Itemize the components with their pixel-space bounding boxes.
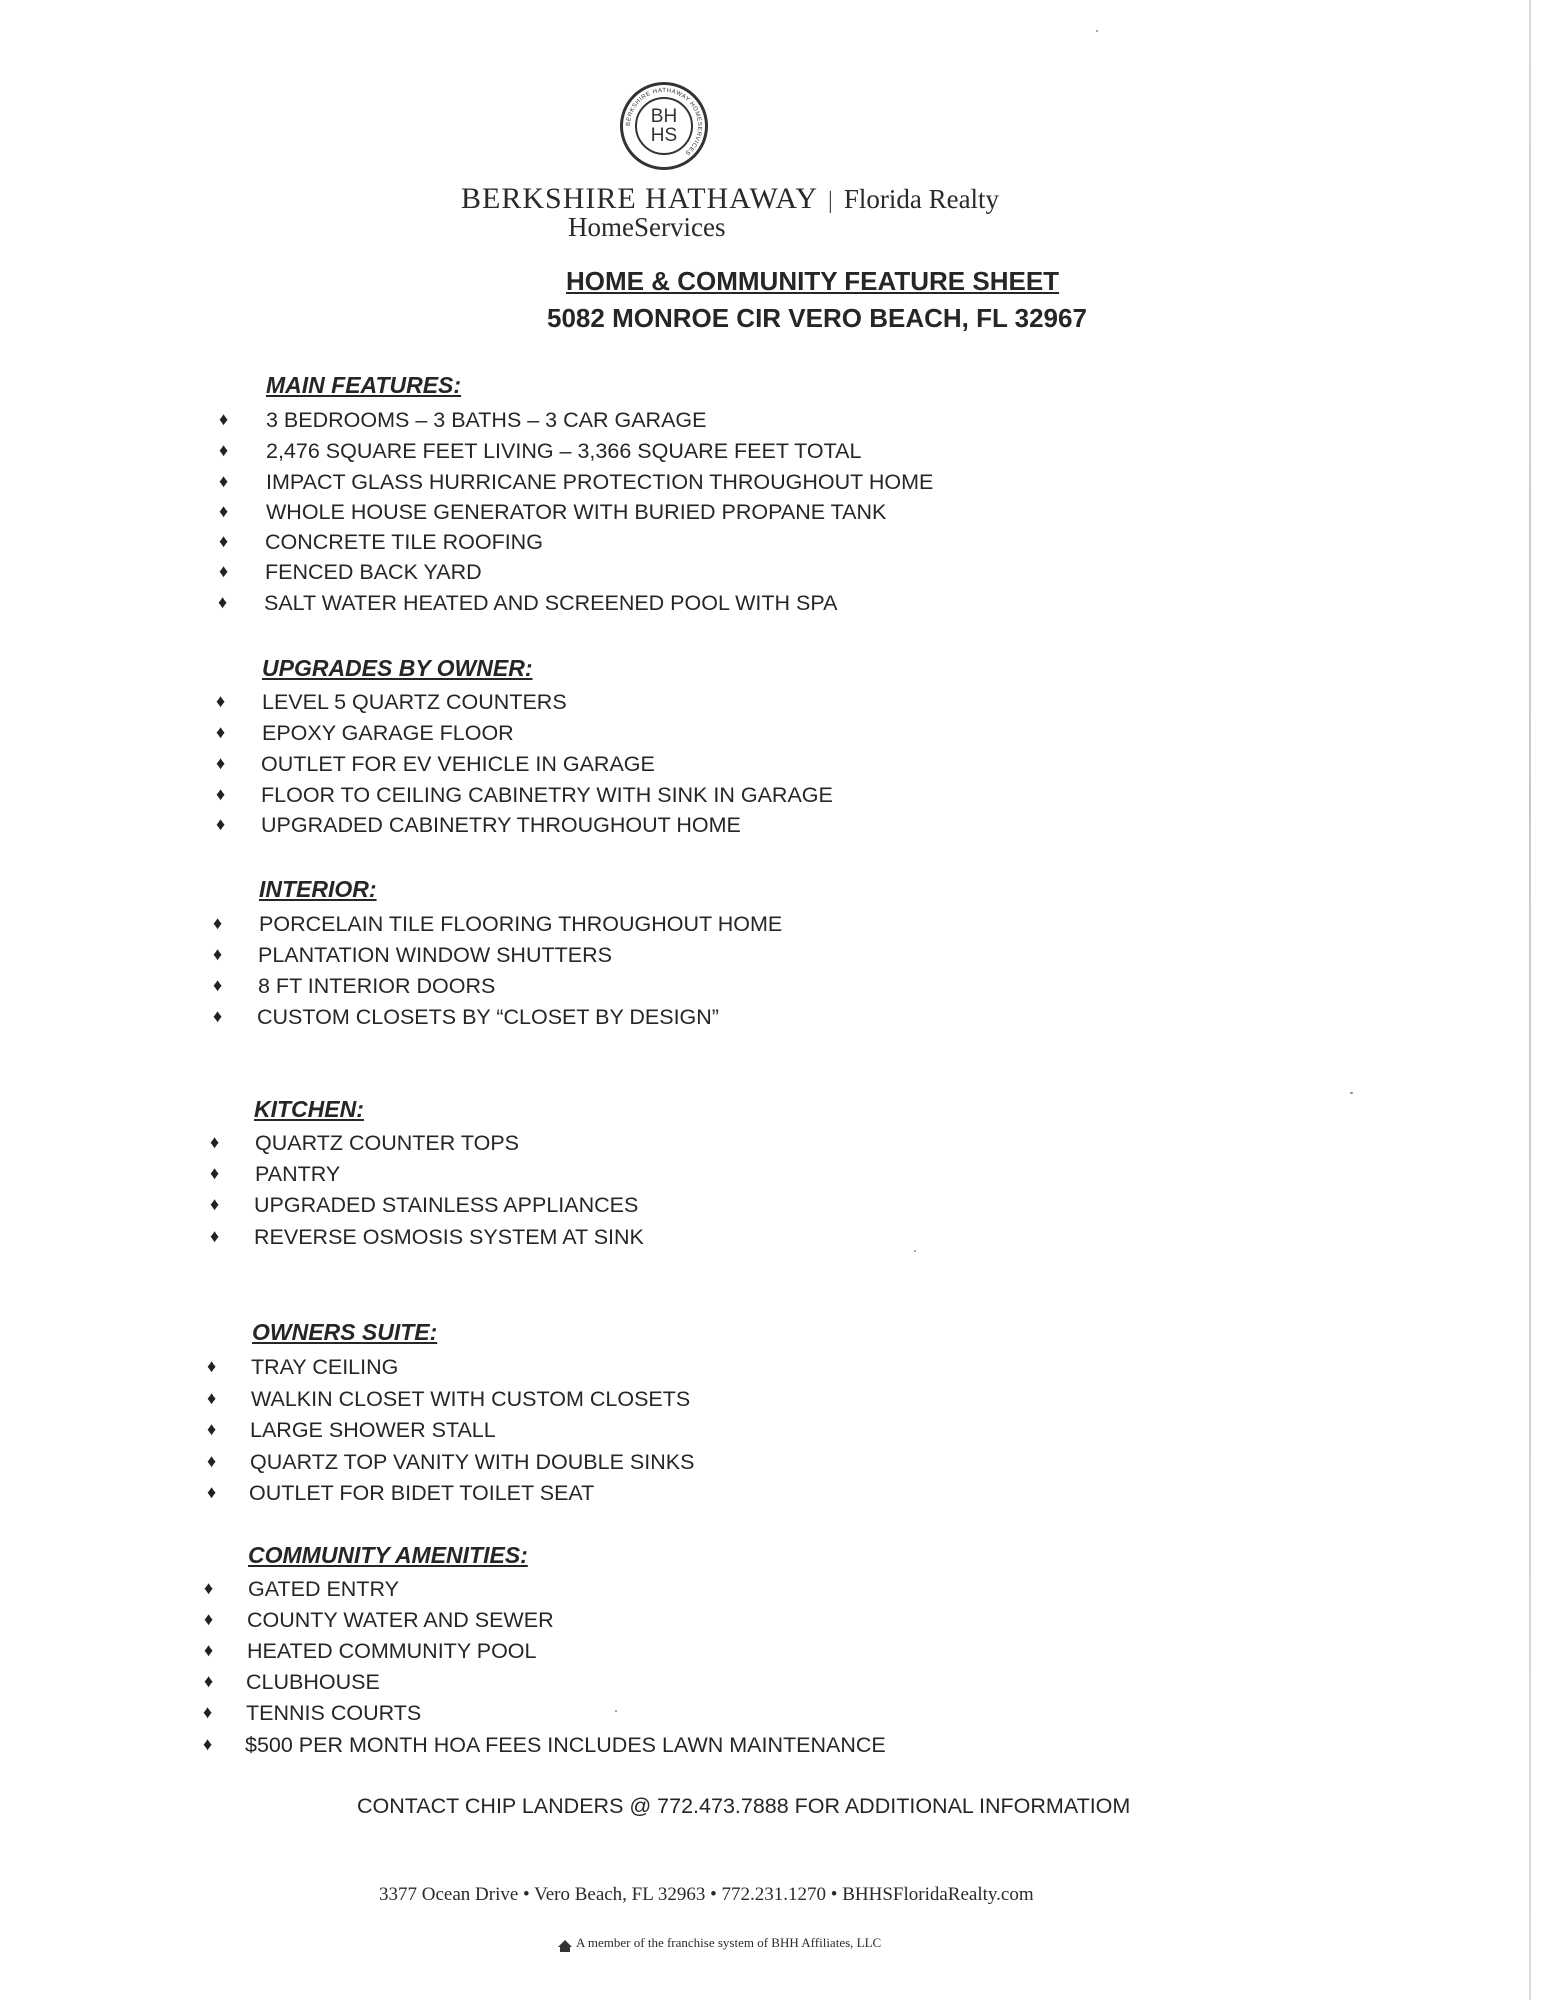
bullet-icon: ♦ (207, 1356, 217, 1376)
section-heading-interior: INTERIOR: (259, 876, 377, 902)
bullet-icon: ♦ (219, 440, 229, 460)
feature-item: WALKIN CLOSET WITH CUSTOM CLOSETS (251, 1387, 691, 1411)
bullet-icon: ♦ (213, 913, 223, 933)
page-edge (1529, 0, 1531, 2000)
bullet-icon: ♦ (219, 471, 229, 491)
feature-item: PORCELAIN TILE FLOORING THROUGHOUT HOME (259, 912, 783, 936)
feature-item: 8 FT INTERIOR DOORS (258, 974, 496, 998)
bullet-icon: ♦ (213, 975, 223, 995)
feature-item: TRAY CEILING (251, 1355, 399, 1379)
bullet-icon: ♦ (216, 814, 226, 834)
feature-item: EPOXY GARAGE FLOOR (262, 721, 514, 745)
bullet-icon: ♦ (213, 944, 223, 964)
bullet-icon: ♦ (207, 1419, 217, 1439)
feature-item: COUNTY WATER AND SEWER (247, 1608, 554, 1632)
bullet-icon: ♦ (210, 1163, 220, 1183)
bullet-icon: ♦ (216, 784, 226, 804)
bullet-icon: ♦ (207, 1482, 217, 1502)
feature-item: 2,476 SQUARE FEET LIVING – 3,366 SQUARE FEET TOTAL (266, 439, 862, 463)
bullet-icon: ♦ (219, 561, 229, 581)
monogram-line-1: BH (650, 106, 678, 127)
feature-item: FENCED BACK YARD (265, 560, 482, 584)
bullet-icon: ♦ (213, 1006, 223, 1026)
footer-disclaimer: A member of the franchise system of BHH Affiliates, LLC (576, 1935, 882, 1950)
bullet-icon: ♦ (216, 753, 226, 773)
scan-speck (1096, 30, 1098, 32)
bullet-icon: ♦ (204, 1578, 214, 1598)
monogram-line-2: HS (650, 125, 678, 146)
bhhs-seal-logo (620, 82, 708, 170)
feature-item: OUTLET FOR BIDET TOILET SEAT (249, 1481, 595, 1505)
feature-item: REVERSE OSMOSIS SYSTEM AT SINK (254, 1225, 644, 1249)
section-heading-community-amenities: COMMUNITY AMENITIES: (248, 1542, 528, 1568)
svg-text:BERKSHIRE HATHAWAY HOMESERVICE: BERKSHIRE HATHAWAY HOMESERVICES (625, 87, 703, 156)
feature-item: TENNIS COURTS (246, 1701, 422, 1725)
bullet-icon: ♦ (219, 531, 229, 551)
brand-subtitle: HomeServices (568, 212, 726, 242)
feature-item: CONCRETE TILE ROOFING (265, 530, 543, 554)
feature-item: HEATED COMMUNITY POOL (247, 1639, 537, 1663)
bullet-icon: ♦ (210, 1194, 220, 1214)
bullet-icon: ♦ (203, 1702, 213, 1722)
bullet-icon: ♦ (216, 722, 226, 742)
equal-housing-icon (558, 1940, 572, 1947)
footer-disclaimer-line (558, 1935, 881, 1951)
bullet-icon: ♦ (216, 691, 226, 711)
bullet-icon: ♦ (204, 1671, 214, 1691)
bullet-icon: ♦ (207, 1451, 217, 1471)
feature-item: QUARTZ TOP VANITY WITH DOUBLE SINKS (250, 1450, 695, 1474)
bullet-icon: ♦ (207, 1388, 217, 1408)
seal-monogram (635, 97, 693, 155)
section-heading-main-features: MAIN FEATURES: (266, 372, 462, 398)
section-heading-owners-suite: OWNERS SUITE: (252, 1319, 438, 1345)
section-heading-upgrades-by-owner: UPGRADES BY OWNER: (262, 655, 533, 681)
feature-item: FLOOR TO CEILING CABINETRY WITH SINK IN GARAGE (261, 783, 833, 807)
feature-item: UPGRADED STAINLESS APPLIANCES (254, 1193, 639, 1217)
feature-item: SALT WATER HEATED AND SCREENED POOL WITH SPA (264, 591, 838, 615)
bullet-icon: ♦ (204, 1640, 214, 1660)
brand-region: Florida Realty (843, 184, 1000, 214)
section-heading-kitchen: KITCHEN: (254, 1096, 364, 1122)
brand-wordmark (461, 182, 999, 216)
bullet-icon: ♦ (219, 501, 229, 521)
feature-item: $500 PER MONTH HOA FEES INCLUDES LAWN MAINTENANCE (245, 1733, 886, 1757)
feature-item: IMPACT GLASS HURRICANE PROTECTION THROUGHOUT HOME (266, 470, 934, 494)
brand-divider: | (828, 188, 834, 214)
scan-speck (615, 1710, 617, 1712)
feature-item: LARGE SHOWER STALL (250, 1418, 496, 1442)
contact-line: CONTACT CHIP LANDERS @ 772.473.7888 FOR ADDITIONAL INFORMATIOM (357, 1794, 1131, 1818)
bullet-icon: ♦ (218, 592, 228, 612)
bullet-icon: ♦ (210, 1132, 220, 1152)
feature-item: OUTLET FOR EV VEHICLE IN GARAGE (261, 752, 655, 776)
feature-item: LEVEL 5 QUARTZ COUNTERS (262, 690, 567, 714)
bullet-icon: ♦ (204, 1609, 214, 1629)
feature-item: CUSTOM CLOSETS BY “CLOSET BY DESIGN” (257, 1005, 719, 1029)
feature-item: PANTRY (255, 1162, 341, 1186)
feature-item: QUARTZ COUNTER TOPS (255, 1131, 520, 1155)
sheet-title: HOME & COMMUNITY FEATURE SHEET (566, 266, 1060, 296)
feature-item: GATED ENTRY (248, 1577, 399, 1601)
feature-item: PLANTATION WINDOW SHUTTERS (258, 943, 612, 967)
feature-item: WHOLE HOUSE GENERATOR WITH BURIED PROPANE TANK (266, 500, 887, 524)
scan-speck (914, 1250, 916, 1252)
property-address: 5082 MONROE CIR VERO BEACH, FL 32967 (547, 303, 1087, 333)
feature-item: CLUBHOUSE (246, 1670, 380, 1694)
scan-speck (1350, 1092, 1353, 1094)
feature-item: UPGRADED CABINETRY THROUGHOUT HOME (261, 813, 741, 837)
bullet-icon: ♦ (219, 409, 229, 429)
footer-address: 3377 Ocean Drive • Vero Beach, FL 32963 • 772.231.1270 • BHHSFloridaRealty.com (379, 1884, 1034, 1905)
brand-name: BERKSHIRE HATHAWAY (461, 182, 819, 215)
bullet-icon: ♦ (210, 1226, 220, 1246)
feature-item: 3 BEDROOMS – 3 BATHS – 3 CAR GARAGE (266, 408, 707, 432)
bullet-icon: ♦ (203, 1734, 213, 1754)
